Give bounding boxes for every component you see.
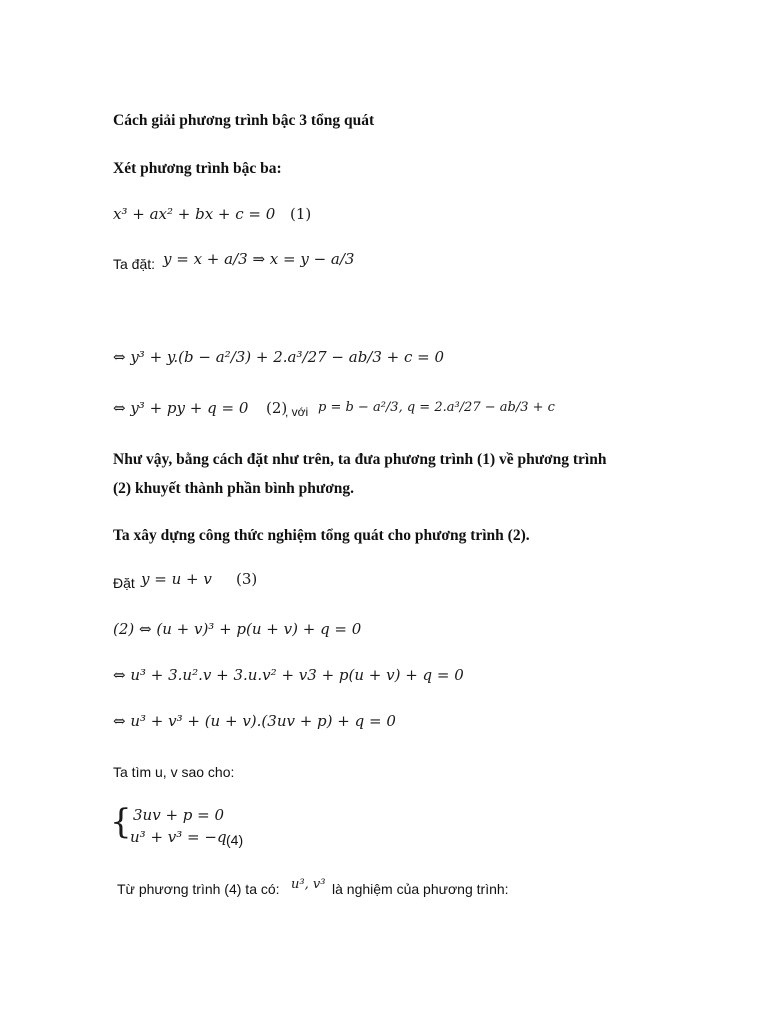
paragraph-2: Ta xây dựng công thức nghiệm tổng quát cho phương trình (2). (113, 527, 530, 544)
equation-expand-2: ⇔ u³ + 3.u².v + 3.u.v² + v3 + p(u + v) + q = 0 (113, 666, 464, 684)
system-brace: { (110, 802, 132, 842)
paragraph-1-line-2: (2) khuyết thành phần bình phương. (113, 480, 355, 497)
system-line-1: 3uv + p = 0 (133, 806, 225, 824)
final-math: u³, v³ (291, 877, 326, 892)
find-uv-text: Ta tìm u, v sao cho: (113, 764, 235, 780)
with-label: , với (285, 405, 309, 419)
equation-transformed: ⇔ y³ + y.(b − a²/3) + 2.a³/27 − ab/3 + c = 0 (113, 348, 445, 366)
equation-1: x³ + ax² + bx + c = 0 (113, 205, 276, 223)
section-heading-cubic: Xét phương trình bậc ba: (113, 160, 282, 177)
final-text-prefix: Từ phương trình (4) ta có: (117, 881, 280, 897)
paragraph-1-line-1: Như vậy, bằng cách đặt như trên, ta đưa phương trình (1) về phương trình (113, 451, 607, 468)
dat-label: Đặt (113, 575, 135, 591)
system-tag: (4) (226, 832, 244, 848)
equation-3: y = u + v (141, 570, 212, 588)
page-title: Cách giải phương trình bậc 3 tổng quát (113, 112, 375, 129)
system-line-2: u³ + v³ = −q (130, 828, 227, 846)
equation-expand-3: ⇔ u³ + v³ + (u + v).(3uv + p) + q = 0 (113, 712, 396, 730)
substitution-formula: y = x + a/3 ⇒ x = y − a/3 (163, 250, 355, 268)
pq-definition: p = b − a²/3, q = 2.a³/27 − ab/3 + c (318, 400, 555, 415)
equation-expand-1: (2) ⇔ (u + v)³ + p(u + v) + q = 0 (113, 620, 362, 638)
substitution-label: Ta đặt: (113, 256, 156, 272)
equation-1-tag: (1) (290, 205, 312, 223)
equation-2-tag: (2) (266, 399, 288, 417)
equation-2: ⇔ y³ + py + q = 0 (113, 399, 249, 417)
final-text-suffix: là nghiệm của phương trình: (332, 881, 509, 897)
equation-3-tag: (3) (236, 570, 258, 588)
